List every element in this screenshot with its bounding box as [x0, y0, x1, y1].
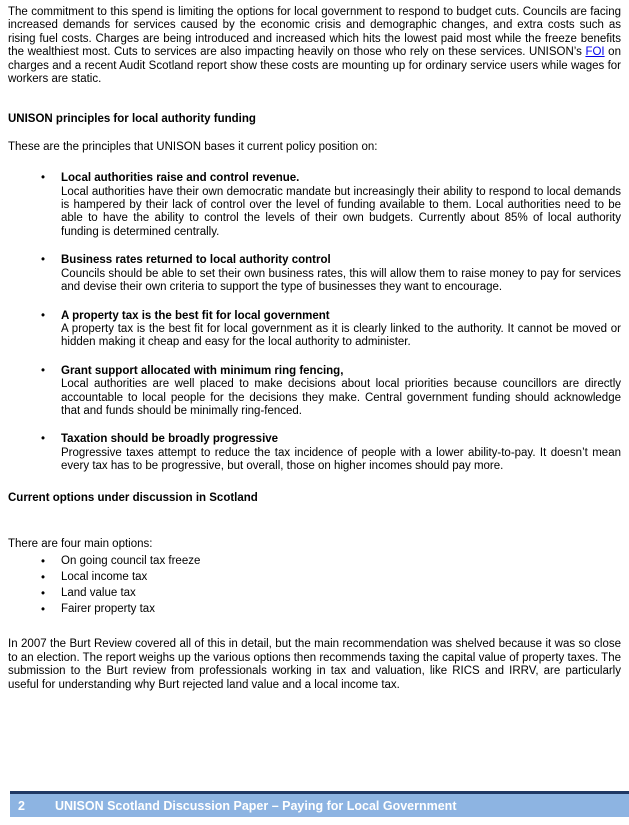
principle-item: [61, 433, 621, 473]
section-heading-principles: UNISON principles for local authority funding: [8, 113, 256, 126]
principle-body: Councils should be able to set their own business rates, this will allow them to raise money to pay for services and devise their own criteria to support the type of businesses they want to encourage.: [61, 267, 621, 294]
option-item: • On going council tax freeze: [61, 553, 621, 569]
principle-item: [61, 254, 621, 294]
principle-title: • Business rates returned to local authority control: [61, 254, 331, 267]
footer-title: UNISON Scotland Discussion Paper – Paying for Local Government: [55, 798, 457, 813]
principle-title: • Taxation should be broadly progressive: [61, 433, 279, 446]
foi-link[interactable]: FOI: [585, 46, 605, 59]
principle-body: Local authorities have their own democratic mandate but increasingly their ability to respond to local demands is hampered by their lack of control over the level of funding available to them. Local authorities need to be able to have the ability to control the levels of their own budgets. Currently about 85% of local authority funding is determined centrally.: [61, 185, 621, 238]
principles-list: [8, 172, 621, 473]
footer-page-number: 2: [18, 798, 25, 813]
footer-bar: [10, 791, 629, 817]
principle-title: • A property tax is the best fit for local government: [61, 309, 330, 322]
principle-item: [61, 172, 621, 239]
option-item: • Local income tax: [61, 569, 621, 585]
intro-paragraph: [8, 6, 621, 86]
option-item: • Land value tax: [61, 585, 621, 601]
closing-paragraph: In 2007 the Burt Review covered all of this in detail, but the main recommendation was shelved because it was so close to an election. The report weighs up the various options then recommends taxing the capital value of property taxes. The submission to the Burt review from professionals working in tax and valuation, like RICS and IRRV, are particularly useful for understanding why Burt rejected land value and a local income tax.: [8, 638, 621, 691]
principle-item: [61, 310, 621, 350]
section-heading-options: Current options under discussion in Scotland: [8, 491, 258, 504]
principle-body: A property tax is the best fit for local government as it is clearly linked to the authority. It cannot be moved or hidden making it cheap and easy for the local authority to administer.: [61, 322, 621, 349]
principle-body: Progressive taxes attempt to reduce the tax incidence of people with a lower ability-to-pay. It doesn’t mean every tax has to be progressive, but overall, those on higher incomes should pay more.: [61, 446, 621, 473]
options-list: [8, 551, 621, 617]
option-item: • Fairer property tax: [61, 601, 621, 617]
principle-item: [61, 365, 621, 419]
intro-paragraph-text-after-link: on charges and a recent Audit Scotland report show these costs are mounting up for ordinary service users while wages for workers are static.: [8, 46, 621, 86]
principle-body: Local authorities are well placed to make decisions about local priorities because councillors are directly accountable to local people for the decisions they make. Central government funding should acknowledge that and funds should be minimally ring-fenced.: [61, 378, 621, 417]
principle-title: • Grant support allocated with minimum ring fencing,: [61, 364, 344, 377]
intro-paragraph-text-before-link: The commitment to this spend is limiting the options for local government to respond to budget cuts. Councils are facing increased demands for services caused by the economic crisis and demographic changes, and extra costs such as rising fuel costs. Charges are being introduced and increased which hits the lowest paid most while the freeze benefits the wealthiest most. Cuts to services are also impacting heavily on those who rely on these services. UNISON’s: [8, 6, 621, 59]
options-intro: There are four main options:: [8, 537, 153, 550]
principles-intro: These are the principles that UNISON bases it current policy position on:: [8, 140, 378, 153]
principle-title: • Local authorities raise and control revenue.: [61, 172, 300, 185]
